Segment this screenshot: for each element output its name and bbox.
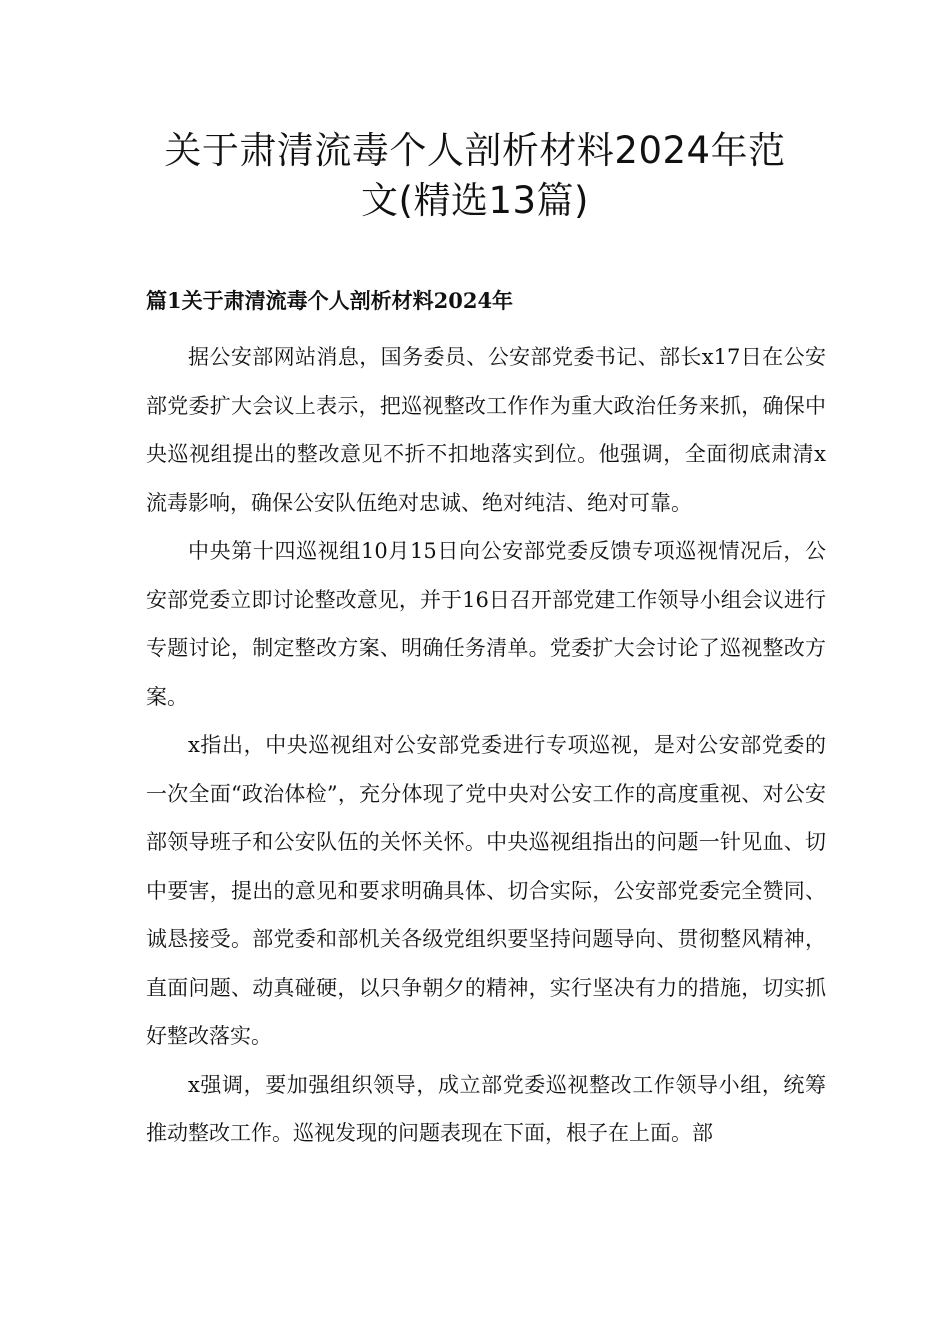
paragraph-3: x指出，中央巡视组对公安部党委进行专项巡视，是对公安部党委的一次全面“政治体检”，充分体现了党中央对公安工作的高度重视、对公安部领导班子和公安队伍的关怀关怀。中央巡视组指出的问题一针见血、切中要害，提出的意见和要求明确具体、切合实际，公安部党委完全赞同、诚恳接受。部党委和部机关各级党组织要坚持问题导向、贯彻整风精神，直面问题、动真碰硬，以只争朝夕的精神，实行坚决有力的措施，切实抓好整改落实。 — [146, 733, 826, 1048]
paragraph-1: 据公安部网站消息，国务委员、公安部党委书记、部长x17日在公安部党委扩大会议上表示，把巡视整改工作作为重大政治任务来抓，确保中央巡视组提出的整改意见不折不扣地落实到位。他强调，全面彻底肃清x流毒影响，确保公安队伍绝对忠诚、绝对纯洁、绝对可靠。 — [146, 345, 826, 515]
document-body — [146, 333, 826, 1158]
section-heading: 篇1关于肃清流毒个人剖析材料2024年 — [146, 288, 514, 313]
title-line-1: 关于肃清流毒个人剖析材料2024年范 — [164, 129, 786, 172]
paragraph-4: x强调，要加强组织领导，成立部党委巡视整改工作领导小组，统筹推动整改工作。巡视发现的问题表现在下面，根子在上面。部 — [146, 1072, 826, 1145]
document-title — [120, 126, 830, 226]
title-line-2: 文(精选13篇) — [361, 179, 589, 222]
paragraph-2: 中央第十四巡视组10月15日向公安部党委反馈专项巡视情况后，公安部党委立即讨论整改意见，并于16日召开部党建工作领导小组会议进行专题讨论，制定整改方案、明确任务清单。党委扩大会讨论了巡视整改方案。 — [146, 539, 826, 709]
